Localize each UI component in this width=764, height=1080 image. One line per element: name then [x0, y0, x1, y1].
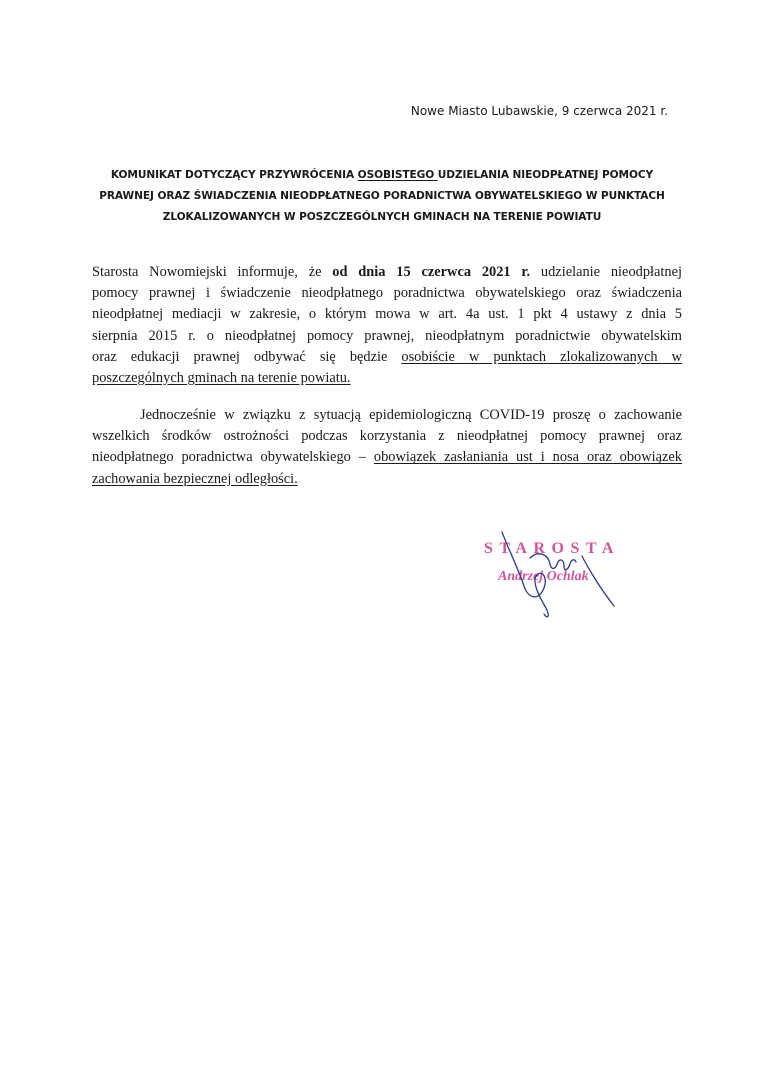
- document-title: [86, 165, 678, 228]
- title-line-1: KOMUNIKAT DOTYCZĄCY PRZYWRÓCENIA OSOBISTEGO UDZIELANIA NIEODPŁATNEJ POMOCY: [110, 169, 654, 181]
- underlined-text: zachowania bezpiecznej odległości.: [92, 470, 298, 487]
- paragraph-1-line-1: Starosta Nowomiejski informuje, że od dnia 15 czerwca 2021 r. udzielanie nieodpłatnej: [92, 264, 682, 280]
- bold-date: od dnia 15 czerwca 2021 r.: [332, 264, 531, 280]
- paragraph-1-line-5: oraz edukacji prawnej odbywać się będzie osobiście w punktach zlokalizowanych w: [92, 348, 682, 365]
- paragraph-1-line-6: [92, 368, 682, 389]
- title-underlined-word: OSOBISTEGO: [357, 169, 438, 181]
- paragraph-2: [92, 405, 682, 490]
- underlined-text: osobiście w punktach zlokalizowanych w: [401, 348, 682, 365]
- underlined-text: obowiązek zasłaniania ust i nosa oraz obowiązek: [373, 449, 682, 466]
- paragraph-2-line-1: Jednocześnie w związku z sytuacją epidemiologiczną COVID-19 proszę o zachowanie: [140, 407, 682, 423]
- signature-block: [478, 528, 638, 628]
- place-date: Nowe Miasto Lubawskie, 9 czerwca 2021 r.: [410, 104, 668, 118]
- paragraph-1-line-2: pomocy prawnej i świadczenie nieodpłatnego poradnictwa obywatelskiego oraz świadczenia: [92, 285, 682, 302]
- paragraph-2-line-4: [92, 469, 682, 490]
- paragraph-1-line-3: nieodpłatnej mediacji w zakresie, o którym mowa w art. 4a ust. 1 pkt 4 ustawy z dnia 5: [92, 306, 682, 323]
- underlined-text: poszczególnych gminach na terenie powiatu.: [92, 370, 351, 387]
- paragraph-2-line-3: nieodpłatnego poradnictwa obywatelskiego – obowiązek zasłaniania ust i nosa oraz obowiązek: [92, 449, 682, 466]
- paragraph-2-line-2: wszelkich środków ostrożności podczas korzystania z nieodpłatnej pomocy prawnej oraz: [92, 428, 682, 445]
- paragraph-1: [92, 262, 682, 389]
- title-line-2: PRAWNEJ ORAZ ŚWIADCZENIA NIEODPŁATNEGO PORADNICTWA OBYWATELSKIEGO W PUNKTACH: [99, 190, 665, 202]
- stamp-name: Andrzej Ochlak: [498, 569, 589, 584]
- stamp-title: STAROSTA: [484, 540, 620, 557]
- title-line-3: ZLOKALIZOWANYCH W POSZCZEGÓLNYCH GMINACH NA TERENIE POWIATU: [162, 211, 602, 223]
- handwritten-signature: [478, 528, 638, 628]
- paragraph-1-line-4: sierpnia 2015 r. o nieodpłatnej pomocy prawnej, nieodpłatnym poradnictwie obywatelskim: [92, 327, 682, 344]
